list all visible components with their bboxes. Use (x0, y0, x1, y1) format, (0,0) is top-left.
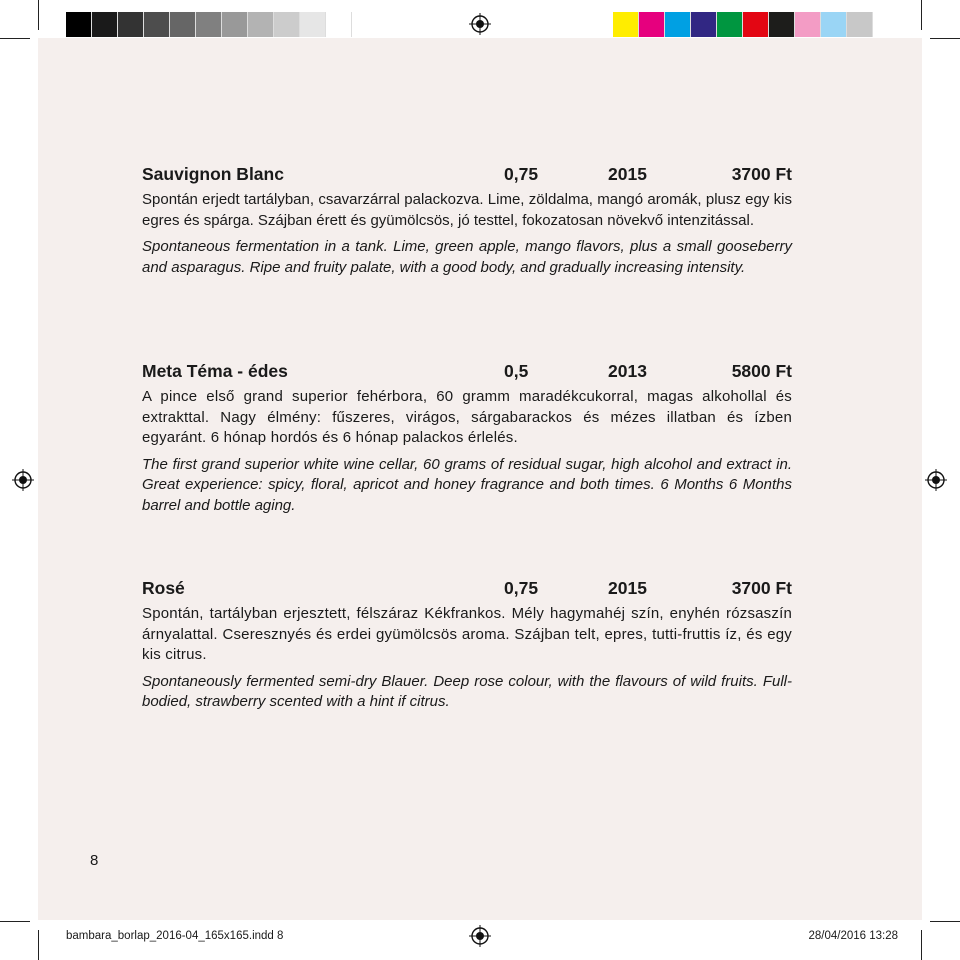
color-swatch (248, 12, 274, 37)
wine-description-hu: Spontán, tartályban erjesztett, félszáraz Kékfrankos. Mély hagymahéj szín, enyhén rózsaszín árnyalattal. Cseresznyés és erdei gyümölcsös aroma. Szájban telt, epres, tutti-fruttis íz, és egy kis citrus. (142, 605, 792, 663)
wine-header (142, 164, 792, 190)
registration-mark-icon (925, 469, 947, 491)
crop-mark (0, 38, 30, 39)
cmyk-color-bar (613, 12, 873, 37)
registration-mark-icon (469, 925, 491, 947)
color-swatch (326, 12, 352, 37)
color-swatch (118, 12, 144, 37)
wine-description-hu: A pince első grand superior fehérbora, 60 gramm maradékcukorral, magas alkohollal és extrakttal. Nagy élmény: fűszeres, virágos, sárgabarackos és mézes illatban és ízben egyaránt. 6 hónap hordós és 6 hónap palackos érlelés. (142, 388, 792, 446)
wine-description-en: Spontaneously fermented semi-dry Blauer. Deep rose colour, with the flavours of wild fruits. Full-bodied, strawberry scented with a hint if citrus. (142, 672, 792, 710)
color-swatch (92, 12, 118, 37)
color-swatch (847, 12, 873, 37)
crop-mark (0, 921, 30, 922)
color-swatch (743, 12, 769, 37)
color-swatch (691, 12, 717, 37)
wine-name: Rosé (142, 578, 185, 598)
wine-header (142, 578, 792, 604)
wine-entry-rose (142, 578, 792, 713)
wine-name: Meta Téma - édes (142, 361, 288, 381)
wine-entry-sauvignon-blanc (142, 164, 792, 278)
wine-price: 5800 Ft (731, 361, 792, 381)
wine-entry-meta-tema (142, 361, 792, 516)
color-swatch (769, 12, 795, 37)
color-swatch (613, 12, 639, 37)
wine-price: 3700 Ft (731, 578, 792, 598)
color-swatch (274, 12, 300, 37)
grayscale-color-bar (66, 12, 352, 37)
wine-year: 2015 (608, 164, 647, 184)
color-swatch (821, 12, 847, 37)
crop-mark (930, 38, 960, 39)
wine-header (142, 361, 792, 387)
color-swatch (795, 12, 821, 37)
slug-date: 28/04/2016 13:28 (808, 930, 898, 942)
wine-volume: 0,75 (504, 164, 539, 184)
wine-volume: 0,5 (504, 361, 529, 381)
color-swatch (66, 12, 92, 37)
registration-mark-icon (12, 469, 34, 491)
color-swatch (665, 12, 691, 37)
wine-year: 2015 (608, 578, 647, 598)
color-swatch (717, 12, 743, 37)
crop-mark (38, 0, 39, 30)
color-swatch (639, 12, 665, 37)
wine-year: 2013 (608, 361, 647, 381)
registration-mark-icon (469, 13, 491, 35)
color-swatch (300, 12, 326, 37)
wine-price: 3700 Ft (731, 164, 792, 184)
color-swatch (222, 12, 248, 37)
slug-filename: bambara_borlap_2016-04_165x165.indd 8 (66, 930, 284, 942)
color-swatch (196, 12, 222, 37)
wine-description-en: The first grand superior white wine cellar, 60 grams of residual sugar, high alcohol and extract in. Great experience: spicy, floral, apricot and honey fragrance and both times. 6 Months 6 Months barrel and bottle aging. (142, 455, 792, 514)
wine-description-en: Spontaneous fermentation in a tank. Lime, green apple, mango flavors, plus a small gooseberry and asparagus. Ripe and fruity palate, with a good body, and gradually increasing intensity. (142, 238, 792, 276)
crop-mark (38, 930, 39, 960)
color-swatch (144, 12, 170, 37)
crop-mark (921, 0, 922, 30)
page-number: 8 (90, 852, 99, 869)
color-swatch (170, 12, 196, 37)
wine-name: Sauvignon Blanc (142, 164, 284, 184)
crop-mark (930, 921, 960, 922)
wine-description-hu: Spontán erjedt tartályban, csavarzárral palackozva. Lime, zöldalma, mangó aromák, plusz egy kis egres és spárga. Szájban érett és gyümölcsös, jó testtel, fokozatosan növekvő intenzitással. (142, 191, 792, 229)
crop-mark (921, 930, 922, 960)
wine-volume: 0,75 (504, 578, 539, 598)
